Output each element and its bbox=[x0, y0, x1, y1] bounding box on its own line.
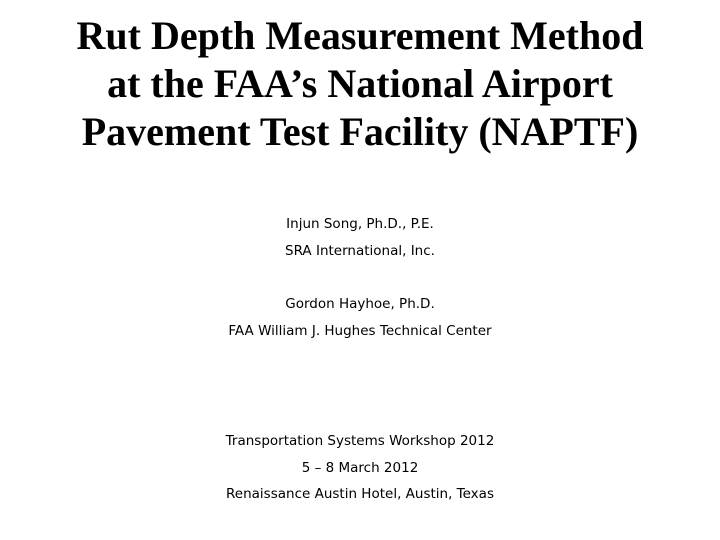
author-affiliation: SRA International, Inc. bbox=[285, 242, 435, 259]
event-dates: 5 – 8 March 2012 bbox=[301, 459, 419, 476]
slide-title bbox=[20, 12, 700, 156]
author-affiliation: FAA William J. Hughes Technical Center bbox=[228, 322, 492, 339]
event-block bbox=[0, 428, 720, 508]
title-line: Rut Depth Measurement Method bbox=[76, 13, 644, 58]
title-line: Pavement Test Facility (NAPTF) bbox=[81, 109, 639, 154]
spacer bbox=[0, 264, 720, 291]
title-line: at the FAA’s National Airport bbox=[107, 61, 613, 106]
authors-block bbox=[0, 211, 720, 344]
author-name: Injun Song, Ph.D., P.E. bbox=[286, 216, 434, 232]
author-name: Gordon Hayhoe, Ph.D. bbox=[285, 296, 435, 312]
event-venue: Renaissance Austin Hotel, Austin, Texas bbox=[226, 486, 494, 502]
event-name: Transportation Systems Workshop 2012 bbox=[225, 433, 495, 449]
